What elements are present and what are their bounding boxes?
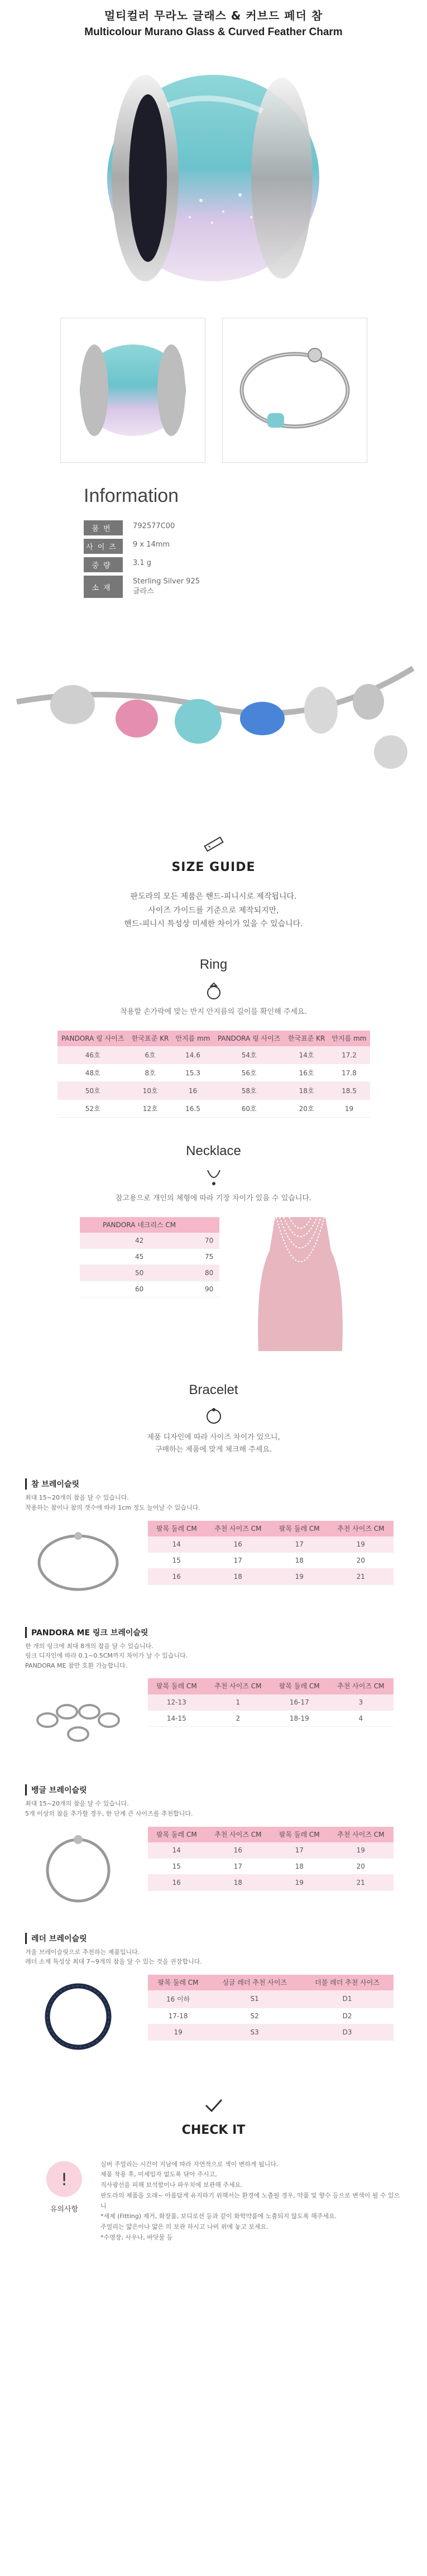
leather-bracelet-section	[25, 1933, 405, 2058]
bracelet-title: Bracelet	[189, 1382, 238, 1398]
table-header: PANDORA 네크리스 CM	[80, 1217, 199, 1233]
table-row	[148, 1858, 394, 1874]
info-label: 품번	[84, 520, 123, 535]
table-cell: 17	[205, 1552, 271, 1568]
table-cell: 16	[172, 1082, 213, 1100]
table-cell: 60	[80, 1281, 199, 1297]
table-cell: 19	[271, 1568, 328, 1584]
info-label: 소재	[84, 576, 123, 598]
checkmark-icon	[203, 2098, 225, 2114]
table-header: 안지름 mm	[172, 1031, 213, 1046]
table-cell: 58호	[213, 1082, 284, 1100]
necklace-title: Necklace	[186, 1143, 241, 1159]
info-row	[84, 576, 200, 598]
table-cell: 12-13	[148, 1694, 205, 1711]
information-heading: Information	[84, 485, 179, 506]
table-cell: 16 이하	[148, 1990, 208, 2008]
table-cell: 17	[205, 1858, 271, 1874]
table-cell: 18-19	[271, 1710, 328, 1726]
table-row	[148, 1710, 394, 1726]
list-item: 실버 주얼리는 시간이 지남에 따라 자연적으로 색이 변하게 됩니다.	[100, 2160, 279, 2168]
notice-badge-label: 유의사항	[50, 2205, 79, 2214]
table-cell: S3	[208, 2024, 301, 2040]
table-cell: 19	[271, 1874, 328, 1890]
table-cell: 48호	[57, 1064, 128, 1082]
list-item: *세제 (Fitting) 제거, 화장품, 보디로션 등과 같이 화학약품에 노출되지 않도록 해주세요.	[100, 2213, 337, 2220]
table-cell: 14-15	[148, 1710, 205, 1726]
table-header: 더블 레더 추천 사이즈	[301, 1975, 394, 1990]
information-table	[84, 517, 200, 601]
information-section	[84, 463, 374, 601]
product-title-en: Multicolour Murano Glass & Curved Feather Charm	[84, 26, 343, 38]
table-cell: 15	[148, 1552, 205, 1568]
list-item: 주얼리는 얇은이나 얇은 의 보관 하시고 나비 위에 놓고 보세요.	[100, 2223, 268, 2230]
thumbnail-gallery	[0, 318, 427, 463]
table-header: 팔목 둘레 CM	[271, 1678, 328, 1694]
section-text-line: 레더 소재 특성상 최대 7~9개의 참을 달 수 있는 것을 권장합니다.	[25, 1958, 202, 1966]
table-row	[80, 1265, 219, 1281]
table-cell: 18	[205, 1874, 271, 1890]
table-header: 한국표준 KR	[285, 1031, 329, 1046]
table-row	[148, 1694, 394, 1711]
table-cell: 1	[205, 1694, 271, 1711]
product-title-kr: 멀티컬러 무라노 글래스 & 커브드 페더 참	[104, 9, 323, 22]
necklace-length-mannequin	[247, 1217, 353, 1351]
table-row	[57, 1046, 370, 1064]
table-row	[57, 1064, 370, 1082]
table-header: 추천 사이즈 CM	[205, 1827, 271, 1842]
table-cell: 17	[271, 1842, 328, 1859]
bracelet-lifestyle-image	[0, 618, 427, 802]
charm-bracelet-heading: 참 브레이슬릿	[25, 1478, 405, 1490]
thumbnail-charm[interactable]	[60, 318, 205, 463]
charm-bracelet-text	[25, 1493, 405, 1512]
table-cell: 19	[328, 1842, 394, 1859]
info-row	[84, 520, 200, 535]
table-cell: 50호	[57, 1082, 128, 1100]
table-cell: 19	[148, 2024, 208, 2040]
product-header	[0, 0, 427, 39]
leather-bracelet-table	[148, 1975, 394, 2041]
me-link-bracelet-heading: PANDORA ME 링크 브레이슬릿	[25, 1627, 405, 1638]
section-text-line: 5개 이상의 참을 추가할 경우, 한 단계 큰 사이즈를 추천합니다.	[25, 1810, 193, 1817]
table-cell: 14	[148, 1842, 205, 1859]
size-guide-section	[0, 836, 427, 931]
table-cell: 18	[271, 1858, 328, 1874]
ring-title: Ring	[199, 956, 228, 972]
table-cell: 70	[199, 1233, 219, 1249]
charm-bracelet-section	[25, 1478, 405, 1604]
bracelet-icon	[204, 1407, 223, 1426]
table-cell: 10호	[128, 1082, 172, 1100]
leather-bracelet-text	[25, 1947, 405, 1967]
info-value-line2: 글라스	[133, 587, 154, 596]
care-notes-list	[100, 2160, 402, 2243]
info-row	[84, 557, 200, 572]
table-header: 팔목 둘레 CM	[271, 1521, 328, 1536]
bracelet-desc	[0, 1431, 427, 1456]
table-cell: D2	[301, 2008, 394, 2024]
table-cell: 18.5	[328, 1082, 370, 1100]
list-item: 판도라의 제품을 오래~ 아름답게 유지하기 위해서는 환경에 노출될 경우, 약품 및 향수 등으로 변색이 될 수 있으니	[100, 2191, 400, 2210]
table-cell: 45	[80, 1249, 199, 1265]
table-header: 팔목 둘레 CM	[148, 1827, 205, 1842]
size-guide-desc-line: 사이즈 가이드를 기준으로 제작되지만,	[148, 906, 279, 915]
table-header: 싱글 레더 추천 사이즈	[208, 1975, 301, 1990]
table-header: 추천 사이즈 CM	[328, 1827, 394, 1842]
table-row	[80, 1249, 219, 1265]
table-cell: 20호	[285, 1100, 329, 1118]
table-cell: 52호	[57, 1100, 128, 1118]
table-cell: 19	[328, 1536, 394, 1553]
table-cell: 16	[148, 1568, 205, 1584]
table-cell: 15.3	[172, 1064, 213, 1082]
table-cell: 54호	[213, 1046, 284, 1064]
table-row	[148, 1568, 394, 1584]
section-text-line: 겨울 브레이슬릿으로 추천하는 제품입니다.	[25, 1948, 140, 1956]
table-cell: 16호	[285, 1064, 329, 1082]
table-cell: 17.2	[328, 1046, 370, 1064]
size-guide-desc-line: 핸드-피니시 특성상 미세한 차이가 있을 수 있습니다.	[124, 920, 303, 929]
table-cell: 3	[328, 1694, 394, 1711]
table-cell: 12호	[128, 1100, 172, 1118]
leather-bracelet-image	[25, 1975, 131, 2058]
table-cell: 16	[148, 1874, 205, 1890]
charm-bracelet-table	[148, 1521, 394, 1585]
necklace-desc: 참고용으로 개인의 체형에 따라 기장 차이가 있을 수 있습니다.	[115, 1194, 312, 1203]
table-header	[199, 1217, 219, 1233]
list-item: 제품 착용 후, 미세입자 없도록 닦아 주시고,	[100, 2171, 217, 2178]
info-label: 사이즈	[84, 539, 123, 554]
check-it-section	[0, 2098, 427, 2137]
table-row	[80, 1233, 219, 1249]
warning-icon	[45, 2160, 84, 2199]
table-cell: 46호	[57, 1046, 128, 1064]
necklace-size-block	[57, 1217, 370, 1357]
table-row	[148, 2024, 394, 2040]
table-header: 팔목 둘레 CM	[148, 1521, 205, 1536]
svg-text:!: !	[60, 2170, 68, 2190]
bangle-bracelet-section	[25, 1784, 405, 1910]
hero-charm-image	[0, 39, 427, 312]
table-cell: 20	[328, 1552, 394, 1568]
size-guide-desc-line: 판도라의 모든 제품은 핸드-피니시로 제작됩니다.	[130, 892, 297, 902]
me-link-bracelet-text	[25, 1641, 405, 1671]
necklace-icon	[204, 1168, 223, 1187]
table-cell: S2	[208, 2008, 301, 2024]
bangle-bracelet-image	[25, 1827, 131, 1911]
me-link-bracelet-table	[148, 1678, 394, 1726]
table-cell: 21	[328, 1568, 394, 1584]
info-value: 792577C00	[133, 522, 175, 530]
thumbnail-bracelet[interactable]	[222, 318, 367, 463]
bracelet-desc-line: 구매하는 제품에 맞게 체크해 주세요.	[155, 1445, 272, 1454]
table-header: 추천 사이즈 CM	[205, 1521, 271, 1536]
table-cell: 14호	[285, 1046, 329, 1064]
table-cell: 2	[205, 1710, 271, 1726]
section-text-line: 최대 15~20개의 참을 달 수 있습니다.	[25, 1800, 129, 1808]
table-header: 팔목 둘레 CM	[148, 1975, 208, 1990]
table-cell: 16.5	[172, 1100, 213, 1118]
notice-badge	[39, 2160, 89, 2243]
size-guide-desc	[0, 890, 427, 931]
table-header: 추천 사이즈 CM	[328, 1678, 394, 1694]
bangle-bracelet-heading: 뱅글 브레이슬릿	[25, 1784, 405, 1795]
table-cell: D1	[301, 1990, 394, 2008]
info-row	[84, 539, 200, 554]
bracelet-desc-line: 제품 디자인에 따라 사이즈 차이가 있으니,	[147, 1433, 280, 1442]
table-cell: 14	[148, 1536, 205, 1553]
table-cell: 42	[80, 1233, 199, 1249]
bangle-bracelet-text	[25, 1799, 405, 1818]
ring-size-table	[57, 1031, 370, 1118]
section-text-line: 링크 디자인에 따라 0.1~0.5CM까지 차이가 날 수 있습니다.	[25, 1652, 188, 1660]
table-cell: 60호	[213, 1100, 284, 1118]
table-cell: 19	[328, 1100, 370, 1118]
table-cell: D3	[301, 2024, 394, 2040]
table-header: 추천 사이즈 CM	[205, 1678, 271, 1694]
table-cell: 18	[205, 1568, 271, 1584]
table-header: PANDORA 링 사이즈	[213, 1031, 284, 1046]
table-cell: 14.6	[172, 1046, 213, 1064]
me-link-bracelet-image	[25, 1678, 131, 1762]
table-cell: 15	[148, 1858, 205, 1874]
table-cell: 75	[199, 1249, 219, 1265]
ring-icon	[204, 981, 223, 1000]
table-header: 안지름 mm	[328, 1031, 370, 1046]
table-cell: 80	[199, 1265, 219, 1281]
table-cell: 4	[328, 1710, 394, 1726]
table-header: 팔목 둘레 CM	[148, 1678, 205, 1694]
info-value: 9 x 14mm	[133, 540, 170, 549]
table-header: 한국표준 KR	[128, 1031, 172, 1046]
table-row	[148, 1552, 394, 1568]
table-cell: 6호	[128, 1046, 172, 1064]
table-cell: 17-18	[148, 2008, 208, 2024]
section-text-line: PANDORA ME 참만 호환 가능합니다.	[25, 1662, 128, 1669]
ring-desc: 착용할 손가락에 맞는 반지 안지름의 길이를 확인해 주세요.	[120, 1007, 307, 1016]
table-header: PANDORA 링 사이즈	[57, 1031, 128, 1046]
list-item: *수영장, 사우나, 바닷물 등	[100, 2233, 173, 2241]
table-cell: 17	[271, 1536, 328, 1553]
leather-bracelet-heading: 레더 브레이슬릿	[25, 1933, 405, 1944]
table-cell: S1	[208, 1990, 301, 2008]
table-cell: 16	[205, 1536, 271, 1553]
table-row	[148, 2008, 394, 2024]
table-cell: 8호	[128, 1064, 172, 1082]
necklace-size-table	[80, 1217, 219, 1297]
table-cell: 18호	[285, 1082, 329, 1100]
section-text-line: 착용하는 참이나 참의 갯수에 따라 1cm 정도 늘어날 수 있습니다.	[25, 1504, 200, 1512]
table-cell: 50	[80, 1265, 199, 1281]
table-cell: 20	[328, 1858, 394, 1874]
table-row	[57, 1082, 370, 1100]
table-header: 추천 사이즈 CM	[328, 1521, 394, 1536]
table-row	[148, 1874, 394, 1890]
table-cell: 56호	[213, 1064, 284, 1082]
list-item: 직사광선을 피해 보석함이나 파우치에 보관해 주세요.	[100, 2181, 243, 2189]
table-cell: 18	[271, 1552, 328, 1568]
bangle-bracelet-table	[148, 1827, 394, 1891]
table-cell: 16	[205, 1842, 271, 1859]
table-cell: 21	[328, 1874, 394, 1890]
table-cell: 90	[199, 1281, 219, 1297]
me-link-bracelet-section	[25, 1627, 405, 1763]
table-cell: 17.8	[328, 1064, 370, 1082]
table-cell: 16-17	[271, 1694, 328, 1711]
section-text-line: 한 개의 링크에 최대 8개의 참을 달 수 있습니다.	[25, 1642, 153, 1650]
table-row	[148, 1842, 394, 1859]
check-it-title: CHECK IT	[181, 2123, 246, 2137]
table-row	[148, 1536, 394, 1553]
info-value	[123, 576, 200, 598]
table-row	[57, 1100, 370, 1118]
section-text-line: 최대 15~20개의 참을 달 수 있습니다.	[25, 1494, 129, 1502]
info-value: 3.1 g	[133, 559, 152, 567]
table-header: 팔목 둘레 CM	[271, 1827, 328, 1842]
info-value-line1: Sterling Silver 925	[133, 577, 200, 586]
table-row	[148, 1990, 394, 2008]
care-notes	[39, 2160, 427, 2243]
charm-bracelet-image	[25, 1521, 131, 1605]
table-row	[80, 1281, 219, 1297]
size-guide-title: SIZE GUIDE	[171, 860, 256, 875]
info-label: 중량	[84, 557, 123, 572]
ruler-icon	[203, 836, 225, 853]
